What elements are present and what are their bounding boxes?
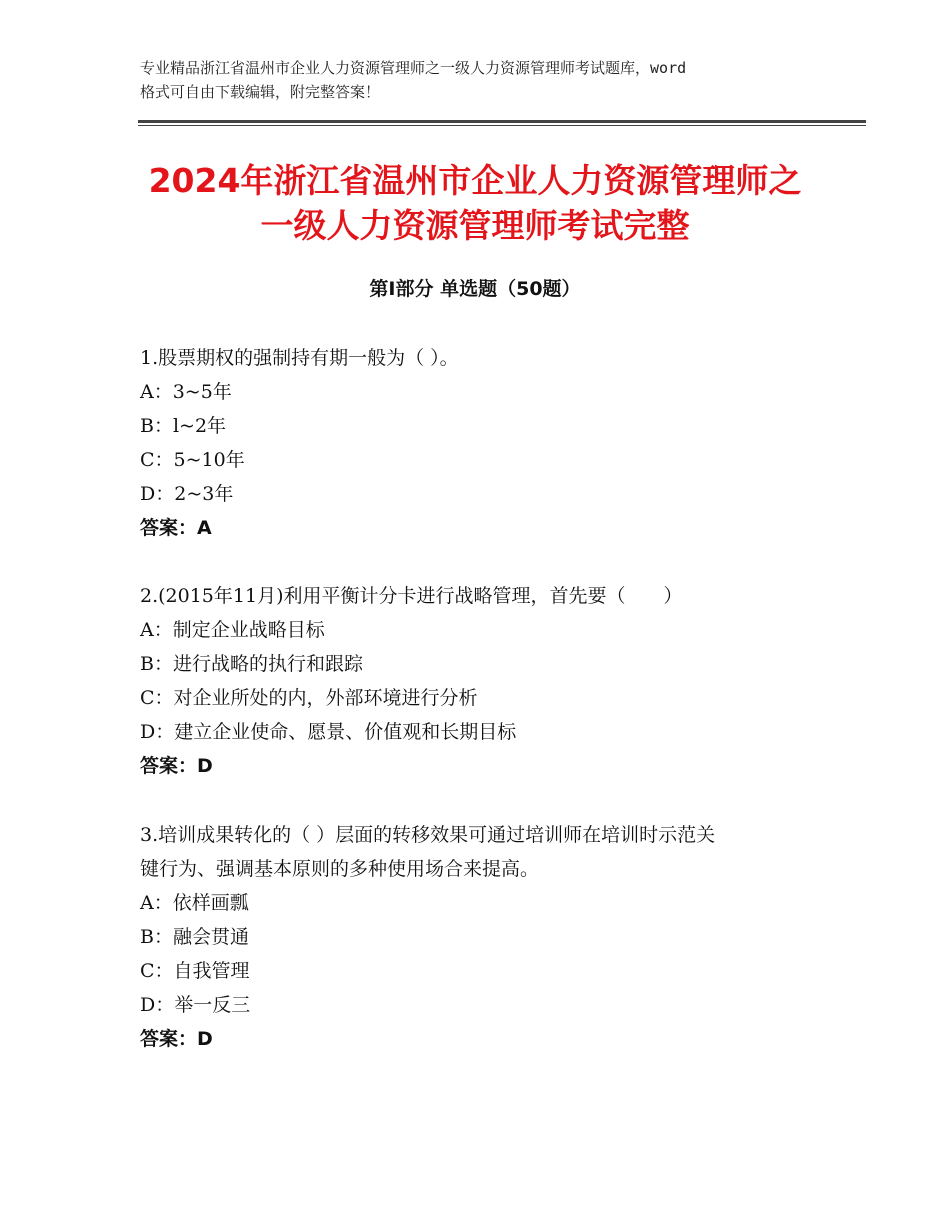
question-1 xyxy=(140,341,820,545)
header-note-line: 格式可自由下载编辑，附完整答案！ xyxy=(140,83,381,101)
question-stem: 3.培训成果转化的（ ）层面的转移效果可通过培训师在培训时示范关 xyxy=(140,824,716,846)
option-a: A：依样画瓢 xyxy=(140,892,249,914)
document-title-line: 一级人力资源管理师考试完整 xyxy=(260,206,690,245)
option-b: B：l~2年 xyxy=(140,415,227,437)
question-stem: 2.(2015年11月)利用平衡计分卡进行战略管理，首先要（ ） xyxy=(140,585,683,607)
answer: 答案：D xyxy=(140,755,213,777)
answer: 答案：A xyxy=(140,517,212,539)
option-b: B：融会贯通 xyxy=(140,926,249,948)
header-divider-thick xyxy=(138,120,866,123)
option-a: A：制定企业战略目标 xyxy=(140,619,325,641)
document-title-line: 2024年浙江省温州市企业人力资源管理师之 xyxy=(148,161,802,200)
option-d: D：建立企业使命、愿景、价值观和长期目标 xyxy=(140,721,517,743)
question-3 xyxy=(140,818,820,1056)
question-2 xyxy=(140,579,820,783)
option-c: C：5~10年 xyxy=(140,449,245,471)
question-stem: 1.股票期权的强制持有期一般为（ ）。 xyxy=(140,347,459,369)
section-title: 第Ⅰ部分 单选题（50题） xyxy=(369,278,581,300)
option-c: C：自我管理 xyxy=(140,960,250,982)
option-d: D：举一反三 xyxy=(140,994,251,1016)
header-divider-thin xyxy=(138,125,866,126)
header-note-line: 专业精品浙江省温州市企业人力资源管理师之一级人力资源管理师考试题库，word xyxy=(140,59,687,77)
option-a: A：3~5年 xyxy=(140,381,232,403)
document-title xyxy=(100,158,850,248)
option-b: B：进行战略的执行和跟踪 xyxy=(140,653,363,675)
header-note xyxy=(140,56,820,104)
answer: 答案：D xyxy=(140,1028,213,1050)
option-d: D：2~3年 xyxy=(140,483,234,505)
question-stem-continued: 键行为、强调基本原则的多种使用场合来提高。 xyxy=(140,858,540,880)
option-c: C：对企业所处的内，外部环境进行分析 xyxy=(140,687,478,709)
